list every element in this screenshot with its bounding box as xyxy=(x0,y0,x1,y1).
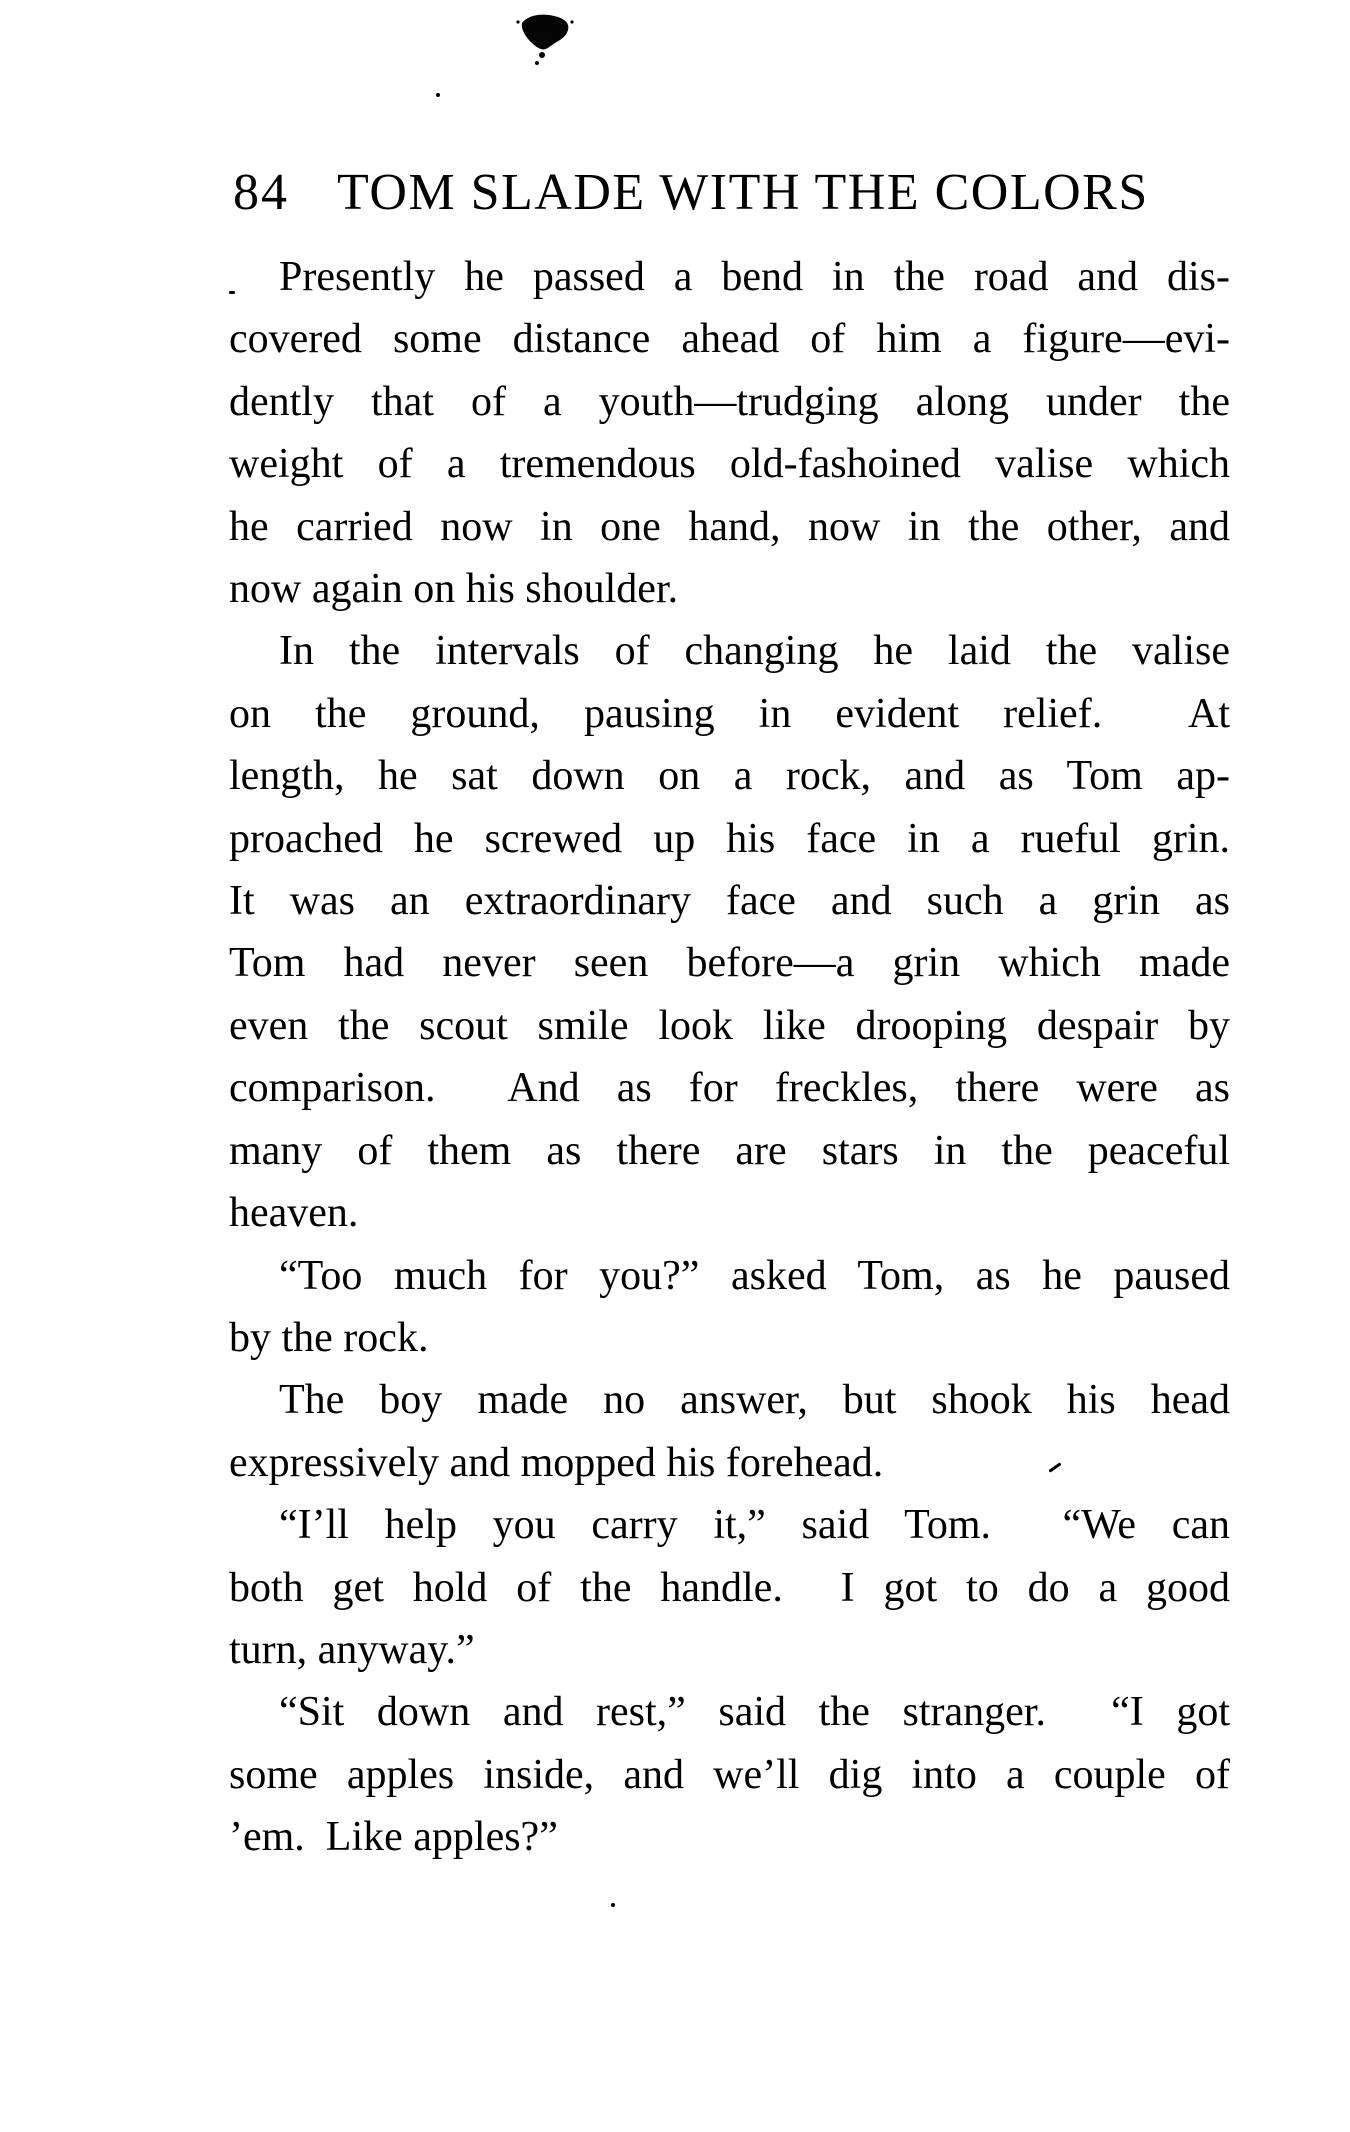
text-line: some apples inside, and we’ll dig into a couple of xyxy=(229,1751,1230,1798)
text-line: Tom had never seen before—a grin which made xyxy=(229,940,1230,987)
ink-blot-smudge xyxy=(512,13,578,71)
text-line: heaven. xyxy=(229,1190,359,1237)
text-line: “Sit down and rest,” said the stranger. “I got xyxy=(279,1689,1230,1736)
text-line: expressively and mopped his forehead. xyxy=(229,1439,884,1486)
paragraph xyxy=(229,1681,1230,1868)
paragraph xyxy=(229,246,1230,620)
page-number: 84 xyxy=(233,164,289,221)
text-line: dently that of a youth—trudging along under the xyxy=(229,378,1230,425)
paragraph xyxy=(229,1369,1230,1494)
text-line: “I’ll help you carry it,” said Tom. “We can xyxy=(279,1502,1230,1549)
paragraph xyxy=(229,1494,1230,1681)
text-line: length, he sat down on a rock, and as Tom ap- xyxy=(229,753,1230,800)
text-line: weight of a tremendous old-fashoined valise which xyxy=(229,441,1230,488)
text-line: turn, anyway.” xyxy=(229,1626,475,1673)
text-line: now again on his shoulder. xyxy=(229,566,679,613)
text-line: even the scout smile look like drooping despair by xyxy=(229,1002,1230,1049)
text-line: In the intervals of changing he laid the valise xyxy=(279,628,1230,675)
text-line: proached he screwed up his face in a rueful grin. xyxy=(229,815,1230,862)
scan-speck xyxy=(611,1903,615,1907)
running-title: TOM SLADE WITH THE COLORS xyxy=(337,164,1149,221)
text-line: many of them as there are stars in the peaceful xyxy=(229,1127,1230,1174)
text-line: ’em. Like apples?” xyxy=(229,1814,558,1861)
paragraph xyxy=(229,620,1230,1244)
text-line: both get hold of the handle. I got to do a good xyxy=(229,1564,1230,1611)
scan-speck xyxy=(436,93,440,97)
paragraph xyxy=(229,1245,1230,1370)
text-line: It was an extraordinary face and such a grin as xyxy=(229,878,1230,925)
text-line: Presently he passed a bend in the road and dis- xyxy=(279,254,1230,300)
text-line: on the ground, pausing in evident relief. At xyxy=(229,690,1230,737)
text-line: he carried now in one hand, now in the other, and xyxy=(229,503,1230,550)
running-header xyxy=(229,163,1230,223)
text-line: The boy made no answer, but shook his head xyxy=(279,1377,1230,1424)
text-block xyxy=(229,246,1230,1869)
text-line: comparison. And as for freckles, there were as xyxy=(229,1065,1230,1112)
text-line: “Too much for you?” asked Tom, as he paused xyxy=(279,1252,1230,1299)
text-line: by the rock. xyxy=(229,1314,429,1361)
text-line: covered some distance ahead of him a figure—evi- xyxy=(229,316,1230,363)
